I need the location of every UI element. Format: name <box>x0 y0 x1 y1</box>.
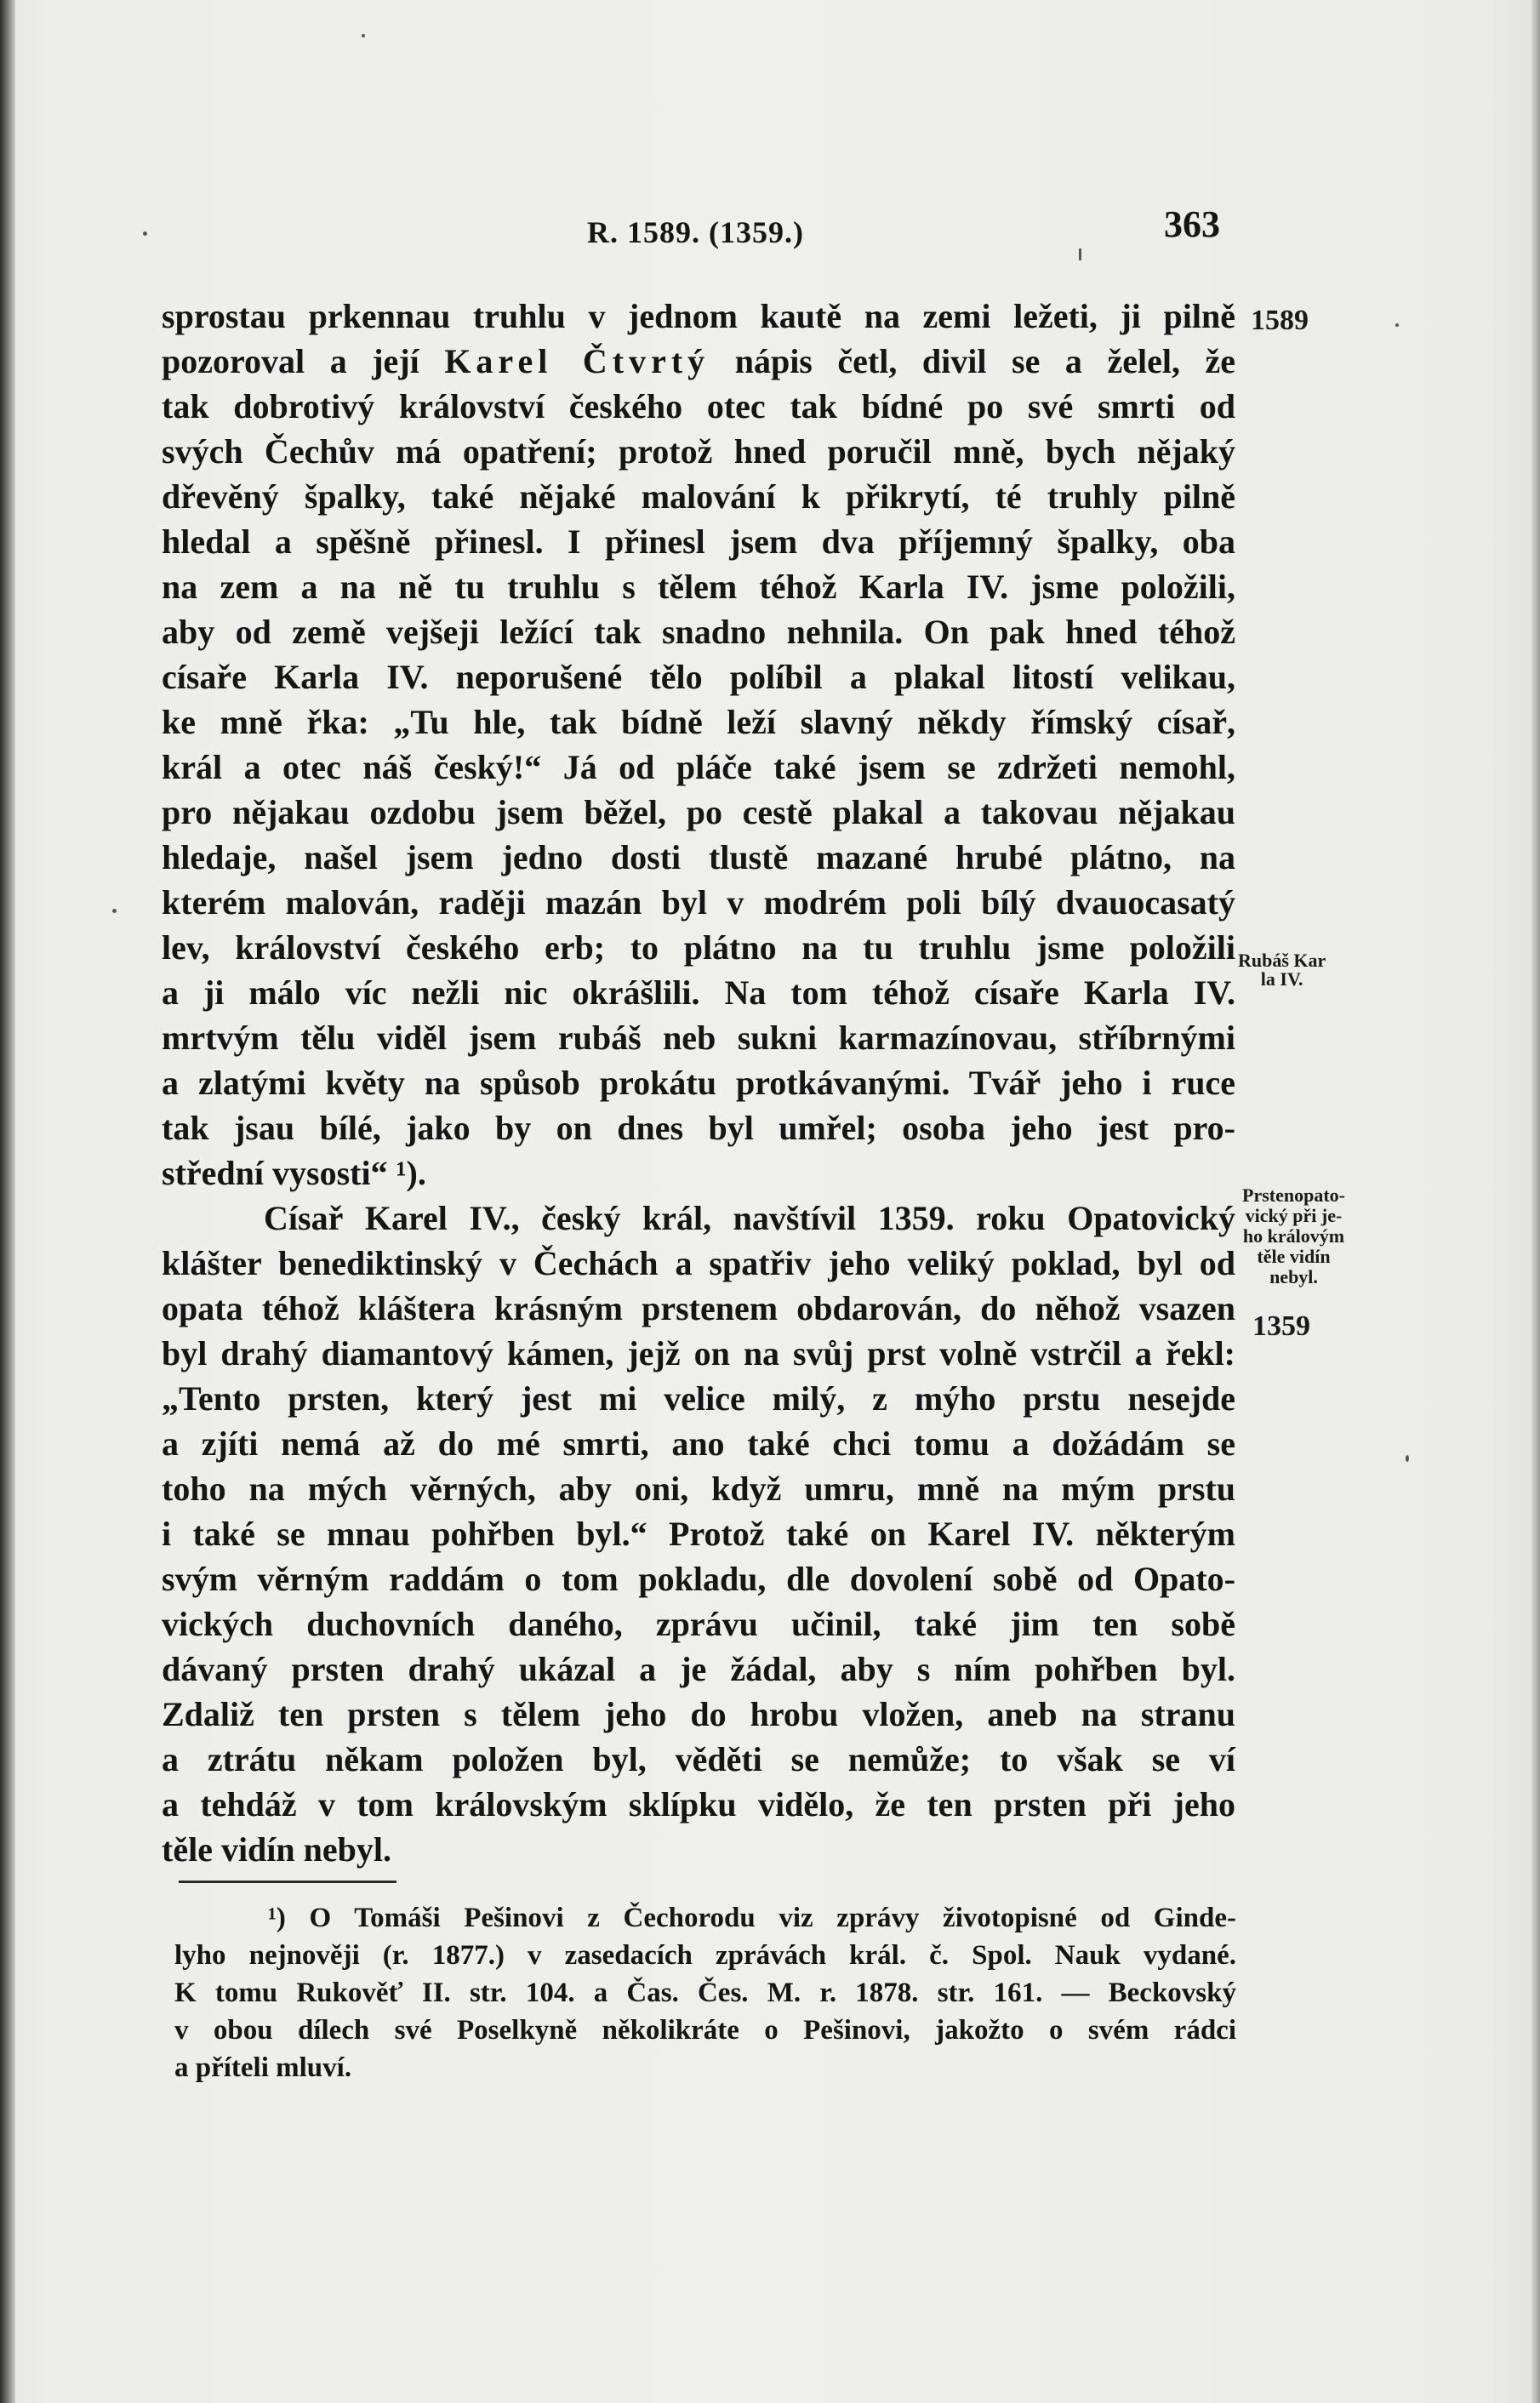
margin-note-line: nebyl. <box>1269 1266 1318 1287</box>
page-number: 363 <box>1164 203 1220 245</box>
body-line: opata téhož kláštera krásným prstenem obdarován, do něhož vsazen <box>162 1289 1235 1327</box>
body-line: vických duchovních daného, zprávu učinil, také jim ten sobě <box>162 1605 1235 1643</box>
body-line: aby od země vejšeji ležící tak snadno nehnila. On pak hned téhož <box>162 613 1235 651</box>
body-line: a ji málo víc nežli nic okrášlili. Na tom téhož císaře Karla IV. <box>162 973 1235 1012</box>
running-head: R. 1589. (1359.) <box>587 215 804 249</box>
body-line: dřevěný špalky, také nějaké malování k přikrytí, té truhly pilně <box>162 477 1235 516</box>
body-line: Zdaliž ten prsten s tělem jeho do hrobu vložen, aneb na stranu <box>162 1695 1235 1733</box>
body-line: střední vysosti“ ¹). <box>162 1154 426 1192</box>
margin-note-line: la IV. <box>1260 968 1303 990</box>
margin-year-1359: 1359 <box>1252 1310 1310 1342</box>
margin-note-line: těle vidín <box>1257 1246 1331 1267</box>
body-line: císaře Karla IV. neporušené tělo políbil a plakal litostí velikau, <box>162 658 1235 696</box>
print-speck <box>362 34 365 37</box>
print-speck <box>1079 248 1081 260</box>
body-line: na zem a na ně tu truhlu s tělem téhož Karla IV. jsme položili, <box>162 568 1235 606</box>
page-right-edge-shadow <box>1531 0 1540 2403</box>
body-line-part: nápis četl, divil se a želel, že <box>710 342 1236 380</box>
body-line-part: pozoroval a její <box>162 342 445 380</box>
body-line: svých Čechův má opatření; protož hned poručil mně, bych nějaký <box>162 432 1235 471</box>
body-line: tak dobrotivý království českého otec tak bídné po své smrti od <box>162 387 1235 425</box>
paragraph-start-line: Císař Karel IV., český král, navštívil 1359. roku Opatovický <box>264 1199 1235 1237</box>
footnote-line: K tomu Rukověť II. str. 104. a Čas. Čes. M. r. 1878. str. 161. — Beckovský <box>174 1978 1236 2008</box>
body-line: a zlatými květy na spůsob prokátu protkávanými. Tvář jeho i ruce <box>162 1064 1235 1102</box>
body-line: hledal a spěšně přinesl. I přinesl jsem dva příjemný špalky, oba <box>162 522 1235 561</box>
footnote <box>174 1899 1236 2086</box>
print-speck <box>1406 1455 1409 1462</box>
body-line: svým věrným raddám o tom pokladu, dle dovolení sobě od Opato- <box>162 1560 1235 1598</box>
body-line: tak jsau bílé, jako by on dnes byl umřel; osoba jeho jest pro- <box>162 1109 1235 1147</box>
margin-note-rubas <box>1238 951 1326 989</box>
body-line: ke mně řka: „Tu hle, tak bídně leží slavný někdy římský císař, <box>162 703 1235 741</box>
print-speck <box>1395 323 1399 327</box>
body-line: byl drahý diamantový kámen, jejž on na svůj prst volně vstrčil a řekl: <box>162 1334 1235 1373</box>
print-speck <box>112 909 117 913</box>
body-line: král a otec náš český!“ Já od pláče také jsem se zdržeti nemohl, <box>162 748 1235 786</box>
emphasized-name: Karel Čtvrtý <box>444 342 710 380</box>
body-line: dávaný prsten drahý ukázal a je žádal, aby s ním pohřben byl. <box>162 1650 1235 1688</box>
body-line: toho na mých věrných, aby oni, když umru, mně na mým prstu <box>162 1470 1235 1508</box>
body-line: lev, království českého erb; to plátno na tu truhlu jsme položili <box>162 928 1235 967</box>
body-line: sprostau prkennau truhlu v jednom kautě na zemi ležeti, ji pilně <box>162 297 1235 335</box>
margin-note-line: Rubáš Kar <box>1238 950 1326 971</box>
print-speck <box>143 231 147 236</box>
body-line: „Tento prsten, který jest mi velice milý, z mýho prstu nesejde <box>162 1379 1235 1418</box>
body-line: těle vidín nebyl. <box>162 1830 392 1869</box>
body-line: a tehdáž v tom královským sklípku vidělo, že ten prsten při jeho <box>162 1785 1235 1824</box>
body-line: mrtvým tělu viděl jsem rubáš neb sukni karmazínovau, stříbrnými <box>162 1019 1235 1057</box>
margin-note-prsten <box>1242 1185 1345 1287</box>
margin-note-line: vický při je- <box>1245 1205 1343 1226</box>
margin-note-line: Prstenopato- <box>1242 1184 1345 1206</box>
footnote-line: ¹) O Tomáši Pešinovi z Čechorodu viz zprávy životopisné od Ginde- <box>268 1903 1236 1933</box>
footnote-divider <box>179 1881 396 1883</box>
body-line: a ztrátu někam položen byl, věděti se nemůže; to však se ví <box>162 1740 1235 1778</box>
footnote-line: a příteli mluví. <box>174 2052 352 2083</box>
footnote-line: lyho nejnověji (r. 1877.) v zasedacích zprávách král. č. Spol. Nauk vydané. <box>174 1940 1236 1971</box>
body-line: hledaje, našel jsem jedno dosti tlustě mazané hrubé plátno, na <box>162 838 1235 876</box>
body-line: a zjíti nemá až do mé smrti, ano také chci tomu a dožádám se <box>162 1424 1235 1463</box>
body-line: klášter benediktinský v Čechách a spatřiv jeho veliký poklad, byl od <box>162 1244 1235 1282</box>
body-line: i také se mnau pohřben byl.“ Protož také on Karel IV. některým <box>162 1515 1235 1553</box>
footnote-line: v obou dílech své Poselkyně několikráte o Pešinovi, jakožto o svém rádci <box>174 2015 1236 2046</box>
page-left-edge-shadow <box>0 0 15 2403</box>
body-line: pro nějakau ozdobu jsem běžel, po cestě plakal a takovau nějakau <box>162 793 1235 831</box>
body-text <box>162 294 1235 1872</box>
body-line: kterém malován, raději mazán byl v modrém poli bílý dvauocasatý <box>162 883 1235 922</box>
margin-year-1589: 1589 <box>1251 305 1309 336</box>
body-line <box>162 339 1235 384</box>
margin-note-line: ho královým <box>1242 1225 1345 1247</box>
